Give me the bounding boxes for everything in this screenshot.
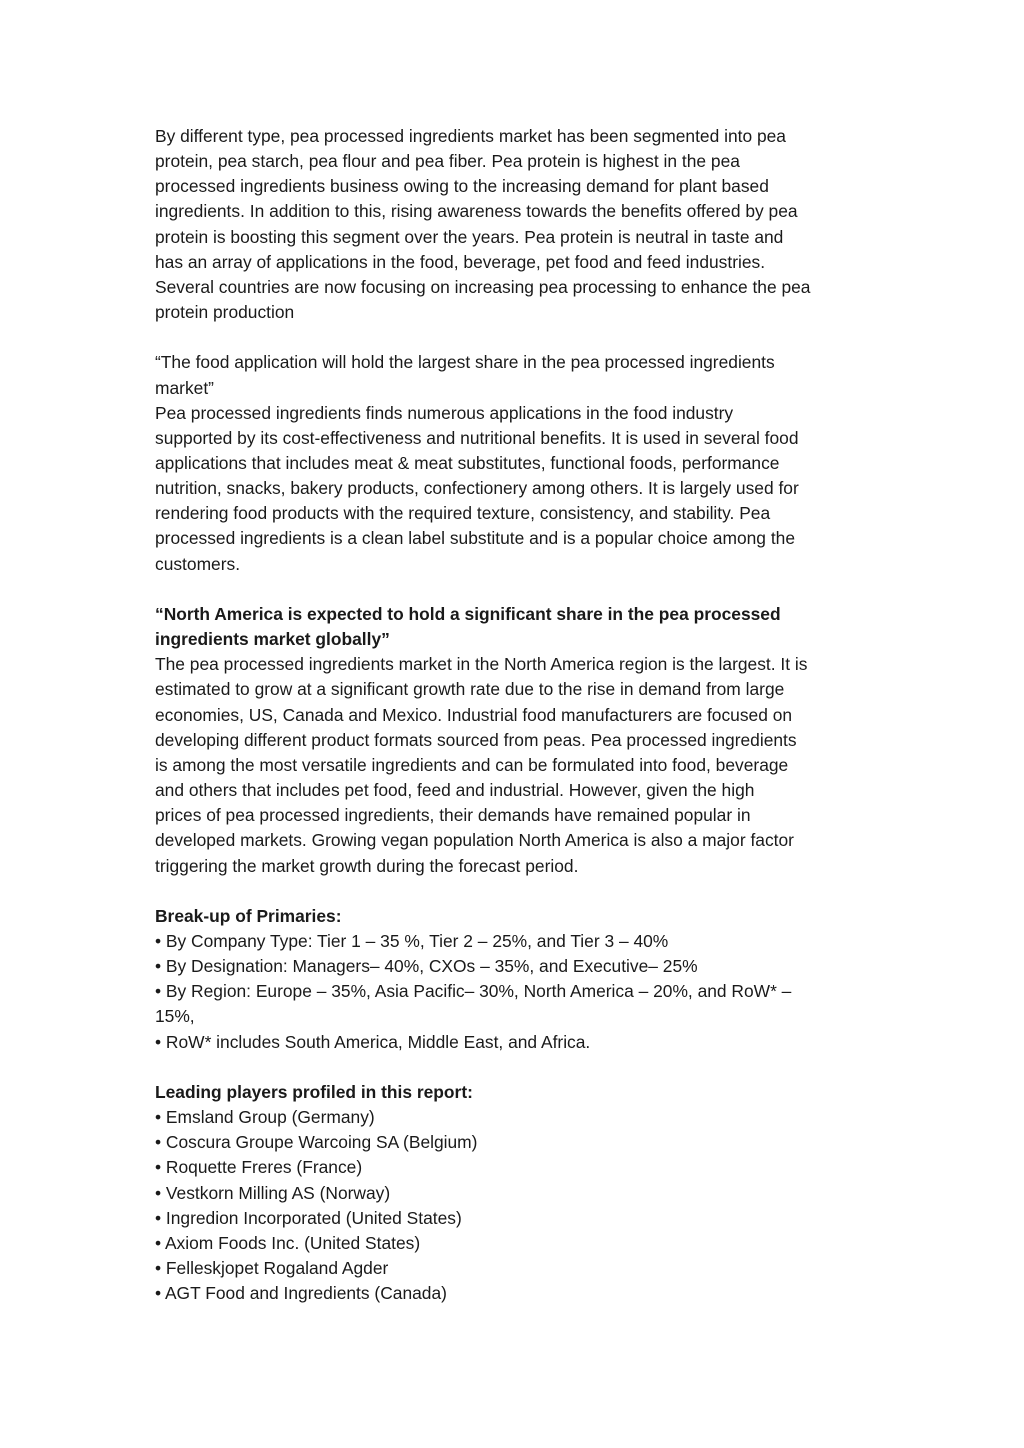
- text-line: and others that includes pet food, feed and industrial. However, given the high: [155, 780, 755, 801]
- text-line: ingredients. In addition to this, rising awareness towards the benefits offered by pea: [155, 201, 798, 222]
- text-line: customers.: [155, 553, 241, 574]
- text-line: economies, US, Canada and Mexico. Industrial food manufacturers are focused on: [155, 704, 793, 725]
- north-america-heading: [155, 602, 870, 652]
- text-line: Break-up of Primaries:: [155, 905, 342, 926]
- text-line: processed ingredients is a clean label substitute and is a popular choice among the: [155, 528, 795, 549]
- list-item: • Axiom Foods Inc. (United States): [155, 1232, 421, 1253]
- list-item: • Emsland Group (Germany): [155, 1107, 375, 1128]
- text-line: “North America is expected to hold a significant share in the pea processed: [155, 603, 781, 624]
- text-line: processed ingredients business owing to the increasing demand for plant based: [155, 176, 769, 197]
- text-line: developing different product formats sourced from peas. Pea processed ingredients: [155, 729, 797, 750]
- paragraph-spacer: [155, 1055, 870, 1080]
- text-line: nutrition, snacks, bakery products, confectionery among others. It is largely used for: [155, 478, 799, 499]
- text-line: Leading players profiled in this report:: [155, 1081, 473, 1102]
- food-application-paragraph: [155, 401, 870, 577]
- north-america-paragraph: [155, 652, 870, 878]
- text-line: The pea processed ingredients market in the North America region is the largest. It is: [155, 654, 808, 675]
- text-line: is among the most versatile ingredients and can be formulated into food, beverage: [155, 754, 789, 775]
- document-page: [155, 124, 870, 1306]
- text-line: developed markets. Growing vegan population North America is also a major factor: [155, 830, 794, 851]
- list-item: 15%,: [155, 1006, 195, 1027]
- text-line: supported by its cost-effectiveness and nutritional benefits. It is used in several food: [155, 427, 799, 448]
- text-line: Several countries are now focusing on increasing pea processing to enhance the pea: [155, 276, 811, 297]
- text-line: prices of pea processed ingredients, their demands have remained popular in: [155, 805, 751, 826]
- list-item: • RoW* includes South America, Middle East, and Africa.: [155, 1031, 591, 1052]
- players-list: [155, 1105, 870, 1306]
- primaries-heading: [155, 904, 870, 929]
- text-line: applications that includes meat & meat substitutes, functional foods, performance: [155, 453, 780, 474]
- text-line: market”: [155, 377, 214, 398]
- text-line: protein is boosting this segment over the years. Pea protein is neutral in taste and: [155, 226, 784, 247]
- list-item: • AGT Food and Ingredients (Canada): [155, 1283, 447, 1304]
- list-item: • By Region: Europe – 35%, Asia Pacific– 30%, North America – 20%, and RoW* –: [155, 981, 792, 1002]
- type-paragraph: [155, 124, 870, 325]
- text-line: protein, pea starch, pea flour and pea fiber. Pea protein is highest in the pea: [155, 151, 740, 172]
- text-line: ingredients market globally”: [155, 629, 390, 650]
- primaries-list: [155, 929, 870, 1055]
- list-item: • Ingredion Incorporated (United States): [155, 1207, 462, 1228]
- food-application-heading: [155, 350, 870, 400]
- list-item: • By Designation: Managers– 40%, CXOs – 35%, and Executive– 25%: [155, 956, 698, 977]
- text-line: rendering food products with the required texture, consistency, and stability. Pea: [155, 503, 771, 524]
- text-line: By different type, pea processed ingredients market has been segmented into pea: [155, 126, 786, 146]
- paragraph-spacer: [155, 879, 870, 904]
- paragraph-spacer: [155, 325, 870, 350]
- text-line: has an array of applications in the food, beverage, pet food and feed industries.: [155, 251, 766, 272]
- text-line: protein production: [155, 302, 295, 323]
- text-line: estimated to grow at a significant growth rate due to the rise in demand from large: [155, 679, 785, 700]
- text-line: “The food application will hold the largest share in the pea processed ingredients: [155, 352, 775, 373]
- text-line: Pea processed ingredients finds numerous applications in the food industry: [155, 402, 734, 423]
- list-item: • Roquette Freres (France): [155, 1157, 363, 1178]
- list-item: • By Company Type: Tier 1 – 35 %, Tier 2 – 25%, and Tier 3 – 40%: [155, 930, 669, 951]
- paragraph-spacer: [155, 577, 870, 602]
- list-item: • Felleskjopet Rogaland Agder: [155, 1257, 389, 1278]
- players-heading: [155, 1080, 870, 1105]
- list-item: • Coscura Groupe Warcoing SA (Belgium): [155, 1132, 478, 1153]
- text-line: triggering the market growth during the forecast period.: [155, 855, 579, 876]
- list-item: • Vestkorn Milling AS (Norway): [155, 1182, 391, 1203]
